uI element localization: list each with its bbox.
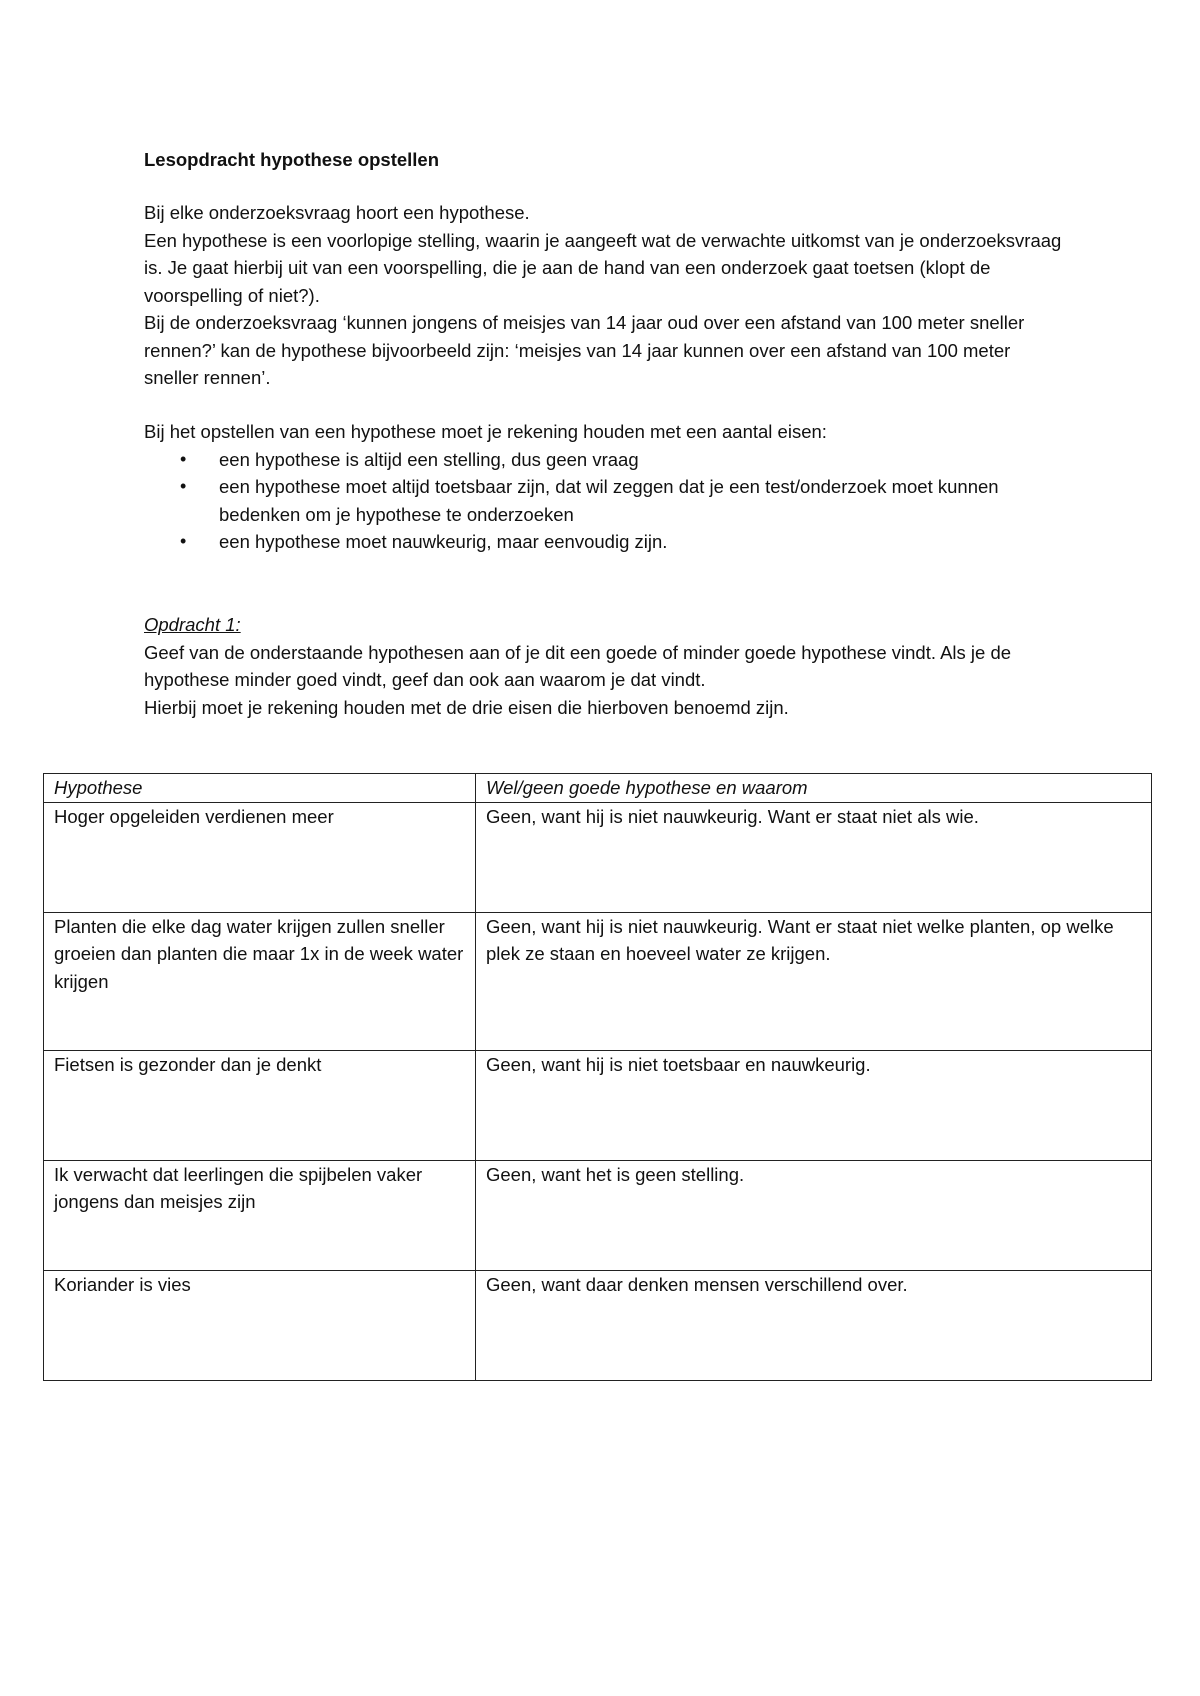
table-header-row (44, 774, 1152, 803)
table-row (44, 1050, 1152, 1160)
hypothesis-cell: Koriander is vies (44, 1270, 476, 1380)
table-row (44, 1160, 1152, 1270)
intro-example: Bij de onderzoeksvraag ‘kunnen jongens of meisjes van 14 jaar oud over een afstand van 100 meter sneller rennen?’ kan de hypothese bijvoorbeeld zijn: ‘meisjes van 14 jaar kunnen over een afstand van 100 meter sneller rennen’. (144, 312, 1025, 388)
assignment-instructions: Geef van de onderstaande hypothesen aan of je dit een goede of minder goede hypothese vindt. Als je de hypothese minder goed vindt, geef dan ook aan waarom je dat vindt. (144, 641, 1012, 690)
column-header-evaluation: Wel/geen goede hypothese en waarom (476, 774, 1152, 803)
bullet-icon: • (180, 531, 187, 551)
hypothesis-cell: Fietsen is gezonder dan je denkt (44, 1050, 476, 1160)
intro-section (144, 199, 1064, 392)
requirement-item (144, 446, 1064, 474)
evaluation-cell: Geen, want hij is niet nauwkeurig. Want er staat niet welke planten, op welke plek ze staan en hoeveel water ze krijgen. (476, 912, 1152, 1050)
intro-paragraph: Een hypothese is een voorlopige stelling, waarin je aangeeft wat de verwachte uitkomst van je onderzoeksvraag is. Je gaat hierbij uit van een voorspelling, die je aan de hand van een onderzoek gaat toetsen (klopt de voorspelling of niet?). (144, 229, 1062, 306)
requirements-section (144, 418, 1064, 556)
page-title: Lesopdracht hypothese opstellen (144, 149, 440, 170)
table-row (44, 912, 1152, 1050)
table-row (44, 1270, 1152, 1380)
evaluation-cell: Geen, want hij is niet nauwkeurig. Want er staat niet als wie. (476, 802, 1152, 912)
column-header-hypothesis: Hypothese (44, 774, 476, 803)
hypothesis-cell: Ik verwacht dat leerlingen die spijbelen vaker jongens dan meisjes zijn (44, 1160, 476, 1270)
assignment-note: Hierbij moet je rekening houden met de drie eisen die hierboven benoemd zijn. (144, 696, 789, 718)
requirements-lead: Bij het opstellen van een hypothese moet je rekening houden met een aantal eisen: (144, 421, 827, 442)
table-row (44, 802, 1152, 912)
hypothesis-table (43, 773, 1152, 1381)
hypothesis-cell: Planten die elke dag water krijgen zullen sneller groeien dan planten die maar 1x in de week water krijgen (44, 912, 476, 1050)
assignment-section (144, 611, 1064, 721)
requirement-text: een hypothese moet nauwkeurig, maar eenvoudig zijn. (219, 531, 668, 552)
requirement-text: een hypothese moet altijd toetsbaar zijn, dat wil zeggen dat je een test/onderzoek moet kunnen bedenken om je hypothese te onderzoeken (219, 476, 999, 525)
evaluation-cell: Geen, want het is geen stelling. (476, 1160, 1152, 1270)
evaluation-cell: Geen, want daar denken mensen verschillend over. (476, 1270, 1152, 1380)
requirements-list (144, 446, 1064, 556)
requirement-item (144, 473, 1064, 528)
assignment-heading: Opdracht 1: (144, 614, 241, 635)
bullet-icon: • (180, 448, 187, 469)
requirement-text: een hypothese is altijd een stelling, dus geen vraag (219, 448, 639, 470)
requirement-item (144, 528, 1064, 556)
bullet-icon: • (180, 476, 187, 496)
evaluation-cell: Geen, want hij is niet toetsbaar en nauwkeurig. (476, 1050, 1152, 1160)
intro-line: Bij elke onderzoeksvraag hoort een hypothese. (144, 202, 530, 223)
hypothesis-cell: Hoger opgeleiden verdienen meer (44, 802, 476, 912)
